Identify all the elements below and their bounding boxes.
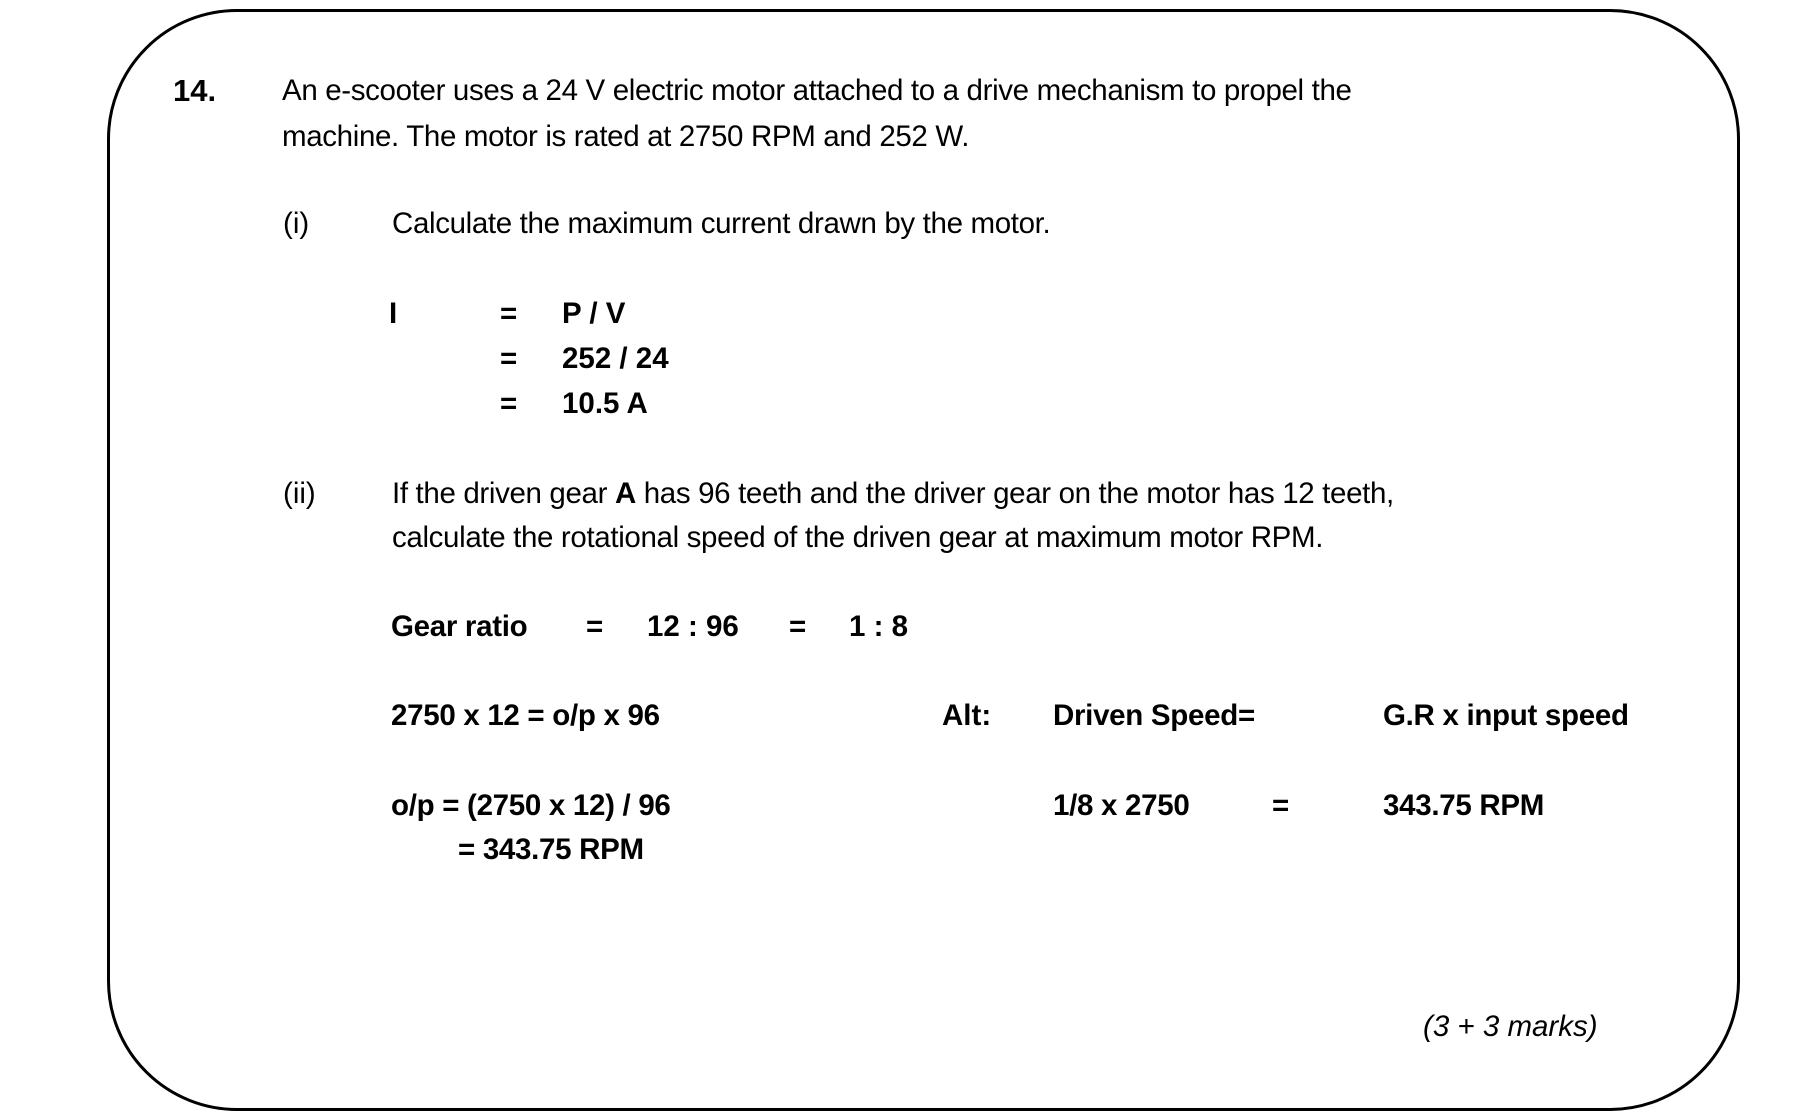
- alt-row-1-right: G.R x input speed: [1383, 699, 1629, 732]
- question-stem-line-1: An e-scooter uses a 24 V electric motor attached to a drive mechanism to propel the: [282, 74, 1352, 107]
- part-ii-label: (ii): [283, 477, 316, 510]
- part-ii-prompt-line-2: calculate the rotational speed of the driven gear at maximum motor RPM.: [392, 521, 1324, 554]
- alt-label: Alt:: [942, 699, 992, 732]
- marks-allocation: (3 + 3 marks): [1423, 1010, 1598, 1043]
- gear-ratio-value-2: 1 : 8: [849, 610, 909, 643]
- alt-row-1-left: Driven Speed=: [1053, 699, 1255, 732]
- question-number: 14.: [173, 73, 217, 108]
- alt-row-2-right: 343.75 RPM: [1383, 789, 1544, 822]
- part-ii-prompt-line-1: [392, 479, 1394, 509]
- gear-ratio-equals-2: =: [789, 610, 807, 643]
- gear-a-label: A: [614, 477, 636, 510]
- formula-value-2: 252 / 24: [562, 342, 669, 375]
- method-1-result: = 343.75 RPM: [458, 833, 644, 866]
- alt-row-2-equals: =: [1272, 789, 1290, 822]
- part-i-prompt: Calculate the maximum current drawn by the motor.: [392, 207, 1051, 240]
- method-1-line-2: o/p = (2750 x 12) / 96: [391, 789, 671, 822]
- alt-row-2-left: 1/8 x 2750: [1053, 789, 1190, 822]
- part-i-label: (i): [283, 207, 310, 240]
- gear-ratio-label: Gear ratio: [391, 610, 528, 643]
- formula-equals-2: =: [500, 342, 518, 375]
- gear-ratio-value-1: 12 : 96: [647, 610, 739, 643]
- part-ii-prompt-post: has 96 teeth and the driver gear on the motor has 12 teeth,: [635, 477, 1394, 510]
- formula-equals-3: =: [500, 387, 518, 420]
- part-ii-prompt-pre: If the driven gear: [392, 477, 615, 510]
- method-1-line-1: 2750 x 12 = o/p x 96: [391, 699, 660, 732]
- question-border: [107, 9, 1740, 1111]
- formula-value-1: P / V: [562, 297, 626, 330]
- formula-value-3: 10.5 A: [562, 387, 648, 420]
- gear-ratio-equals-1: =: [586, 610, 604, 643]
- current-symbol: I: [389, 297, 398, 330]
- question-stem-line-2: machine. The motor is rated at 2750 RPM and 252 W.: [282, 120, 970, 153]
- formula-equals-1: =: [500, 297, 518, 330]
